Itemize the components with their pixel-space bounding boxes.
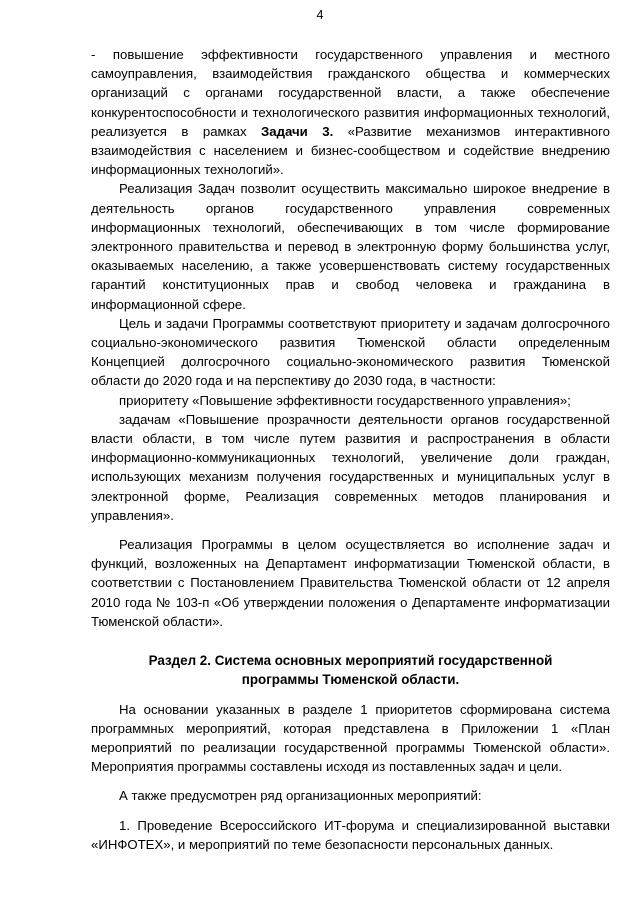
section-2-heading-line-2: программы Тюменской области. xyxy=(241,672,460,688)
paragraph-tasks-implementation: Реализация Задач позволит осуществить максимально широкое внедрение в деятельность органов государственного управления современных информационных технологий, обеспечивающих в том числе формирование электронного правительства и перевод в электронную форму большинства услуг, оказываемых населению, а также усовершенствовать систему государственных гарантий конституционных прав и свобод человека и гражданина в информационной сфере. xyxy=(91,181,610,312)
paragraph-goal-3-tail: «Развитие механизмов интерактивного взаимодействия с населением и бизнес-сообществом и содействие внедрению информационных технологий». xyxy=(91,123,611,178)
paragraph-measures-system: На основании указанных в разделе 1 приоритетов сформирована система программных мероприятий, которая представлена в Приложении 1 «План мероприятий по реализации государственной программы Тюменской области». Мероприятия программы составлены исходя из поставленных задач и цели. xyxy=(91,701,610,775)
list-item-1: 1. Проведение Всероссийского ИТ-форума и специализированной выставки «ИНФОТЕХ», и мероприятий по теме безопасности персональных данных. xyxy=(91,817,610,852)
paragraph-program-realization: Реализация Программы в целом осуществляется во исполнение задач и функций, возложенных на Департамент информатизации Тюменской области, в соответствии с Постановлением Правительства Тюменской области от 12 апреля 2010 года № 103-п «Об утверждении положения о Департаменте информатизации Тюменской области». xyxy=(91,537,610,629)
paragraph-priority: приоритету «Повышение эффективности государственного управления»; xyxy=(119,392,571,408)
paragraph-organizational-measures: А также предусмотрен ряд организационных мероприятий: xyxy=(119,788,482,804)
paragraph-objectives: задачам «Повышение прозрачности деятельности органов государственной власти области, в том числе путем развития и распространения в области информационно-коммуникационных технологий, увеличение доли граждан, использующих механизм получения государственных и муниципальных услуг в электронной форме, Реализация современных методов планирования и управления». xyxy=(91,411,610,523)
section-2-heading-line-1: Раздел 2. Система основных мероприятий государственной xyxy=(148,653,553,669)
paragraph-goal-3-text: - повышение эффективности государственного управления и местного самоуправления, взаимодействия гражданского общества и коммерческих организаций с органами государственной власти, а также обеспечение конкурентоспособности и технологического развития информационных технологий, реализуется в рамках xyxy=(91,47,610,139)
paragraph-goal-3 xyxy=(91,45,610,179)
page-number: 4 xyxy=(316,8,324,22)
paragraph-program-goals: Цель и задачи Программы соответствуют приоритету и задачам долгосрочного социально-экономического развития Тюменской области определенным Концепцией долгосрочного социально-экономического развития Тюменской области до 2020 года и на перспективу до 2030 года, в частности: xyxy=(91,315,610,389)
document-body xyxy=(91,45,610,854)
task-3-reference: Задачи 3. xyxy=(261,123,334,139)
section-2-heading xyxy=(91,651,610,689)
